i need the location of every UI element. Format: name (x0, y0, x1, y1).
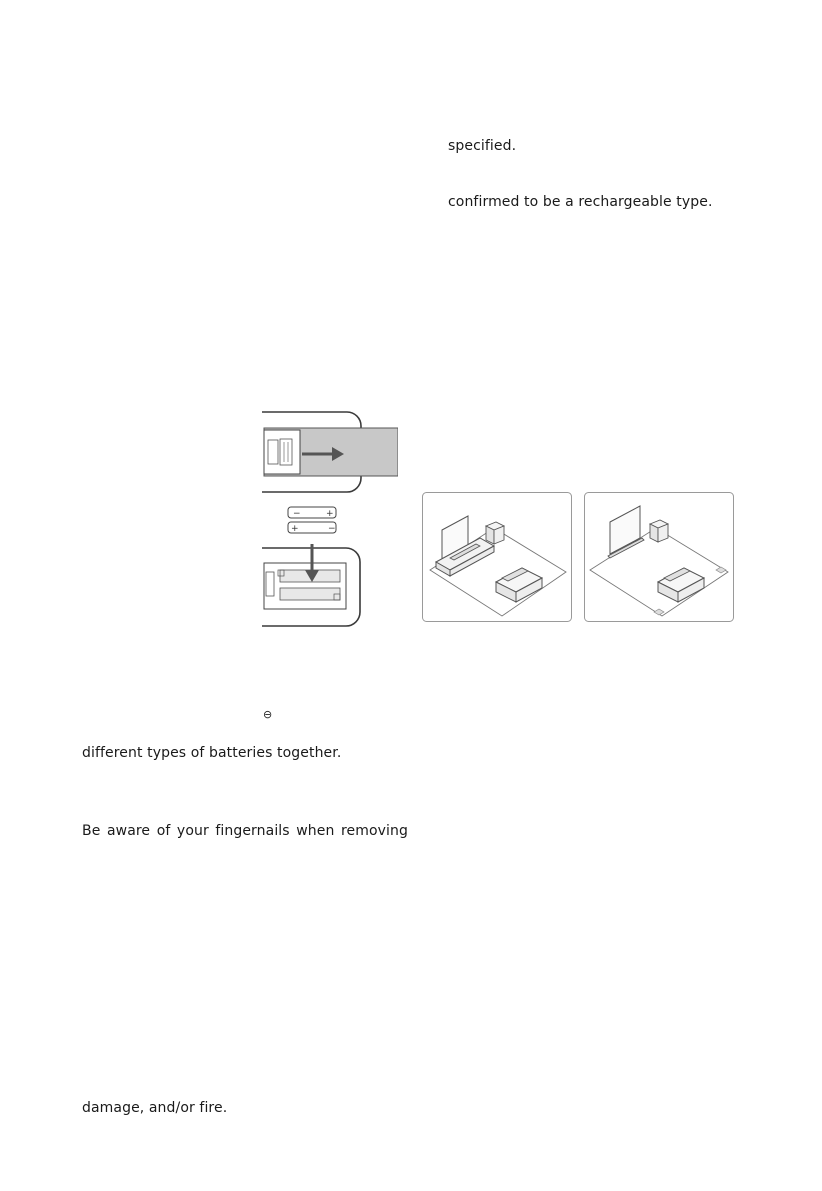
text-damage-fire: damage, and/or fire. (82, 1100, 228, 1116)
text-specified: specified. (448, 138, 517, 154)
text-rechargeable-type: confirmed to be a rechargeable type. (448, 194, 713, 210)
minus-symbol: ⊖ (263, 708, 273, 721)
room-layout-left-svg (422, 492, 572, 622)
remote-cover-figure (262, 410, 398, 494)
battery-insert-svg (262, 502, 372, 628)
room-layout-left-figure (422, 492, 572, 622)
text-fingernails: Be aware of your fingernails when removing (82, 823, 408, 839)
room-layout-right-svg (584, 492, 734, 622)
text-different-batteries: different types of batteries together. (82, 745, 342, 761)
battery-insert-figure (262, 502, 372, 628)
svg-text:+: + (326, 509, 334, 519)
svg-text:−: − (328, 524, 336, 534)
remote-cover-svg (262, 410, 398, 494)
room-layout-right-figure (584, 492, 734, 622)
svg-text:−: − (293, 509, 301, 519)
svg-text:+: + (291, 524, 299, 534)
